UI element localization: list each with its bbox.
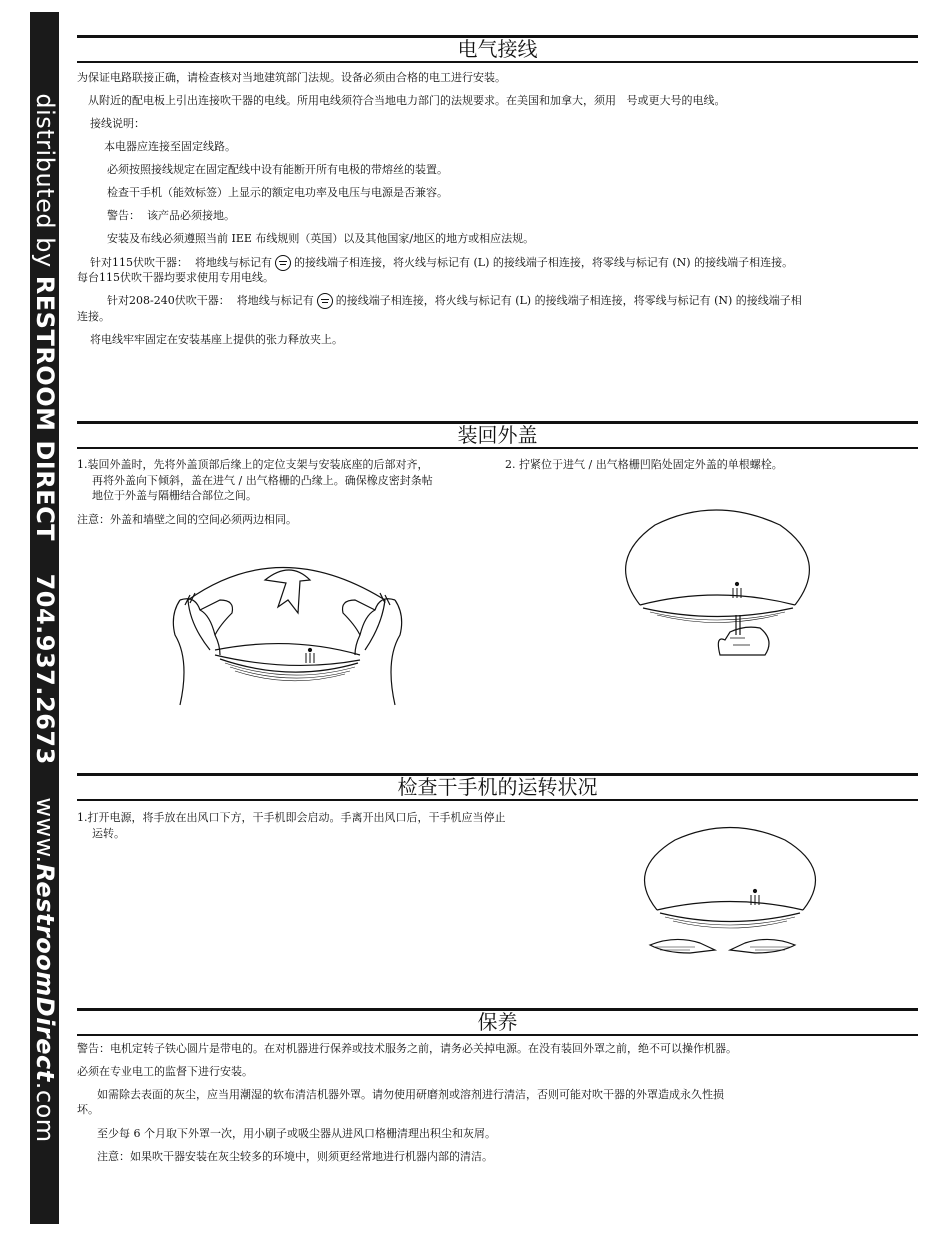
ground-symbol-icon [317,293,333,309]
wiring-paragraph: 从附近的配电板上引出连接吹干器的电线。所用电线须符合当地电力部门的法规要求。在美国和加拿大，须用 号或更大号的电线。 [88,94,726,107]
dryer-operation-illustration [635,825,825,960]
maintenance-section-title: 保养 [77,1008,918,1036]
wiring-instructions-heading: 接线说明： [90,117,145,130]
cover-section-title: 装回外盖 [77,421,918,449]
distributor-web-brand: RestroomDirect [30,863,59,1082]
wiring-115v-instruction [90,255,793,271]
wiring-115v-text: 针对115伏吹干器： 将地线与标记有 [90,256,272,269]
wiring-instruction: 检查干手机（能效标签）上显示的额定电功率及电压与电源是否兼容。 [107,186,448,199]
maintenance-note: 注意：如果吹干器安装在灰尘较多的环境中，则须更经常地进行机器内部的清洁。 [97,1150,493,1163]
cover-step-1: 地位于外盖与隔栅结合部位之间。 [92,489,257,502]
wiring-instruction: 将电线牢牢固定在安装基座上提供的张力释放夹上。 [90,333,343,346]
wiring-240v-text: 的接线端子相连接，将火线与标记有 (L) 的接线端子相连接，将零线与标记有 (N) 的接线端子相 [335,294,802,307]
wiring-warning: 警告： 该产品必须接地。 [107,209,235,222]
wiring-115v-text: 的接线端子相连接，将火线与标记有 (L) 的接线端子相连接，将零线与标记有 (N) 的接线端子相连接。 [294,256,794,269]
wiring-instruction: 安装及布线必须遵照当前 IEE 布线规则（英国）以及其他国家/地区的地方或相应法规。 [107,232,535,245]
distributor-sidebar [30,12,59,1224]
wiring-paragraph: 为保证电路联接正确，请检查核对当地建筑部门法规。设备必须由合格的电工进行安装。 [77,71,506,84]
check-section-title: 检查干手机的运转状况 [77,773,918,801]
ground-symbol-icon [275,255,291,271]
maintenance-paragraph: 如需除去表面的灰尘，应当用潮湿的软布清洁机器外罩。请勿使用研磨剂或溶剂进行清洁，否则可能对吹干器的外罩造成永久性损 [97,1088,724,1101]
check-step-1: 运转。 [92,827,125,840]
cover-step-1: 再将外盖向下倾斜，盖在进气 / 出气格栅的凸缘上。确保橡皮密封条帖 [92,474,433,487]
cover-step-1: 1.装回外盖时，先将外盖顶部后缘上的定位支架与安装底座的后部对齐， [77,458,429,471]
wiring-115v-note: 每台115伏吹干器均要求使用专用电线。 [77,271,274,284]
distributor-banner [31,93,59,1142]
maintenance-paragraph: 坏。 [77,1103,99,1116]
maintenance-paragraph: 必须在专业电工的监督下进行安装。 [77,1065,253,1078]
check-step-1: 1.打开电源，将手放在出风口下方，干手机即会启动。手离开出风口后，干手机应当停止 [77,811,506,824]
wiring-240v-text: 针对208-240伏吹干器： 将地线与标记有 [107,294,314,307]
maintenance-paragraph: 至少每 6 个月取下外罩一次，用小刷子或吸尘器从进风口格栅清理出积尘和灰屑。 [97,1127,496,1140]
distributor-web-suffix: .com [30,1081,59,1143]
cover-step-2: 2. 拧紧位于进气 / 出气格栅凹陷处固定外盖的单根螺栓。 [505,458,783,471]
screw-tightening-illustration [615,500,820,660]
wiring-240v-instruction [107,293,802,309]
maintenance-warning: 警告：电机定转子铁心圆片是带电的。在对机器进行保养或技术服务之前，请务必关掉电源。在没有装回外罩之前，绝不可以操作机器。 [77,1042,737,1055]
distributor-web-prefix: www. [30,797,59,864]
cover-installation-illustration [160,555,420,710]
wiring-section-title: 电气接线 [77,35,918,63]
distributor-phone: 704.937.2673 [30,573,59,765]
wiring-240v-text: 连接。 [77,310,110,323]
wiring-instruction: 必须按照接线规定在固定配线中设有能断开所有电极的带熔丝的装置。 [107,163,448,176]
distributor-brand: RESTROOM DIRECT [30,275,59,542]
wiring-instruction: 本电器应连接至固定线路。 [104,140,236,153]
cover-note: 注意：外盖和墙壁之间的空间必须两边相同。 [77,513,297,526]
distributor-prefix: distributed by [30,93,59,268]
